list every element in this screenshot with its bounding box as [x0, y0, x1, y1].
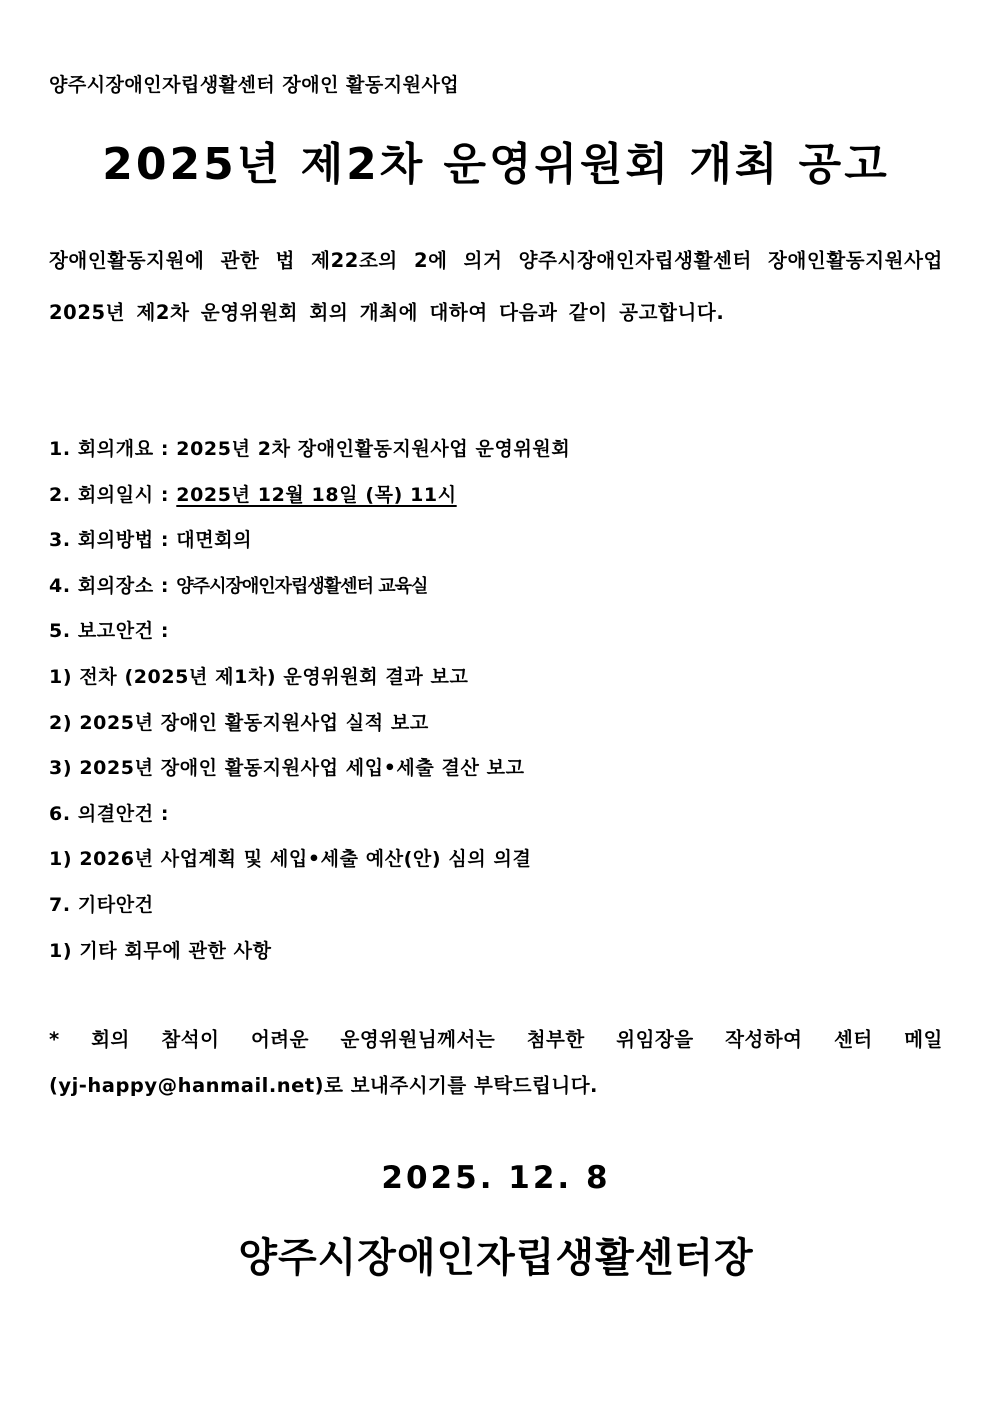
notice-date: 2025. 12. 8: [381, 1160, 611, 1196]
agenda-label: 6. 의결안건 :: [49, 802, 170, 825]
agenda-label: 3) 2025년 장애인 활동지원사업 세입•세출 결산 보고: [49, 757, 525, 780]
agenda-label: 4. 회의장소 :: [49, 574, 177, 597]
notice-title: 2025년 제2차 운영위원회 개최 공고: [102, 139, 890, 190]
agenda-value: 대면회의: [176, 529, 253, 552]
agenda-value: 2025년 2차 장애인활동지원사업 운영위원회: [176, 438, 571, 460]
meeting-location: 양주시장애인자립생활센터 교육실: [176, 575, 428, 597]
agenda-label: 1) 2026년 사업계획 및 세입•세출 예산(안) 심의 의결: [49, 848, 532, 871]
note-word: 어려운: [250, 1028, 309, 1051]
agenda-item-other-1: [49, 929, 949, 975]
note-word: 센터: [833, 1028, 873, 1051]
agenda-item-datetime: [49, 473, 949, 519]
note-word: 회의: [91, 1028, 130, 1051]
agenda-label: 2. 회의일시 :: [49, 483, 177, 506]
meeting-datetime: 2025년 12월 18일 (목) 11시: [176, 483, 457, 506]
note-word: 첨부한: [526, 1028, 585, 1051]
agenda-label: 1. 회의개요 :: [49, 438, 177, 460]
agenda-item-method: [49, 518, 949, 564]
note-word: *: [49, 1028, 60, 1051]
note-line-2: (yj-happy@hanmail.net)로 보내주시기를 부탁드립니다.: [49, 1074, 598, 1097]
agenda-item-location: [49, 564, 949, 610]
agenda-item-report-2: [49, 701, 949, 747]
agenda-label: 1) 전차 (2025년 제1차) 운영위원회 결과 보고: [49, 665, 469, 688]
agenda-item-other-heading: [49, 883, 949, 929]
agenda-item-resolutions-heading: [49, 792, 949, 838]
program-subtitle: 양주시장애인자립생활센터 장애인 활동지원사업: [49, 74, 460, 96]
agenda-item-report-3: [49, 746, 949, 792]
agenda-label: 5. 보고안건 :: [49, 620, 170, 643]
note-word: 참석이: [161, 1028, 220, 1051]
agenda-label: 3. 회의방법 :: [49, 529, 177, 552]
agenda-item-reports-heading: [49, 609, 949, 655]
note-word: 위임장을: [616, 1028, 694, 1051]
agenda-item-overview: [49, 427, 949, 473]
agenda-label: 1) 기타 회무에 관한 사항: [49, 939, 272, 962]
note-word: 메일: [904, 1028, 943, 1051]
agenda-label: 7. 기타안건: [49, 893, 154, 916]
agenda-item-resolution-1: [49, 837, 949, 883]
attendance-note: [49, 1017, 943, 1109]
note-word: 작성하여: [725, 1028, 803, 1051]
agenda-item-report-1: [49, 655, 949, 701]
issuer-signature: 양주시장애인자립생활센터장: [238, 1235, 754, 1281]
note-word: 운영위원님께서는: [340, 1028, 496, 1051]
agenda-list: [49, 427, 949, 974]
intro-paragraph: 장애인활동지원에 관한 법 제22조의 2에 의거 양주시장애인자립생활센터 장애인활동지원사업 2025년 제2차 운영위원회 회의 개최에 대하여 다음과 같이 공고합니다.: [49, 249, 943, 324]
agenda-label: 2) 2025년 장애인 활동지원사업 실적 보고: [49, 711, 429, 734]
note-line-1: [49, 1017, 943, 1063]
